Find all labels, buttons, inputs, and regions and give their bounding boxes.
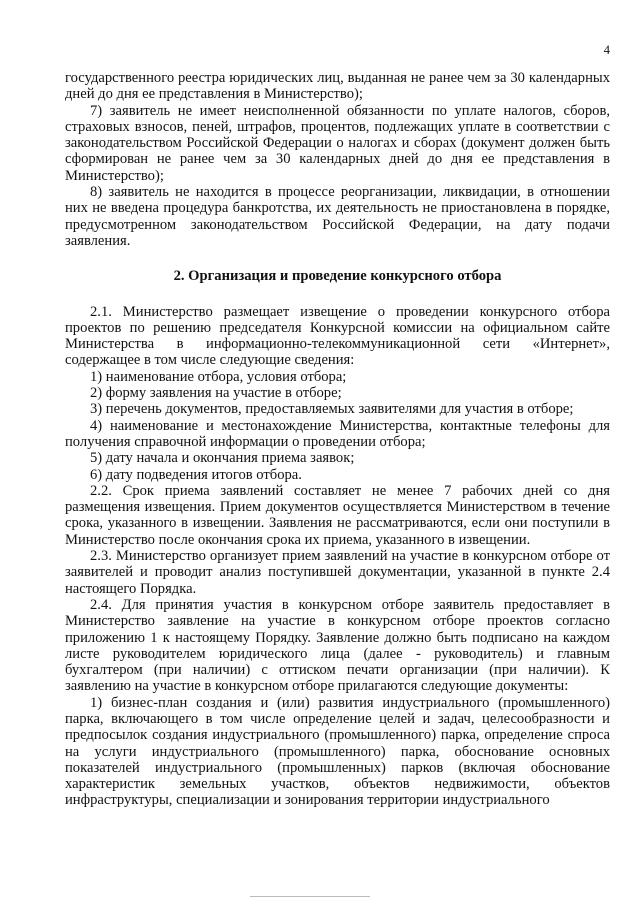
list-item: 2) форму заявления на участие в отборе;: [90, 385, 342, 402]
paragraph: государственного реестра юридических лиц, выданная не ранее чем за 30 календарных дней до дня ее представления в Министерство);: [65, 70, 610, 103]
list-item: 6) дату подведения итогов отбора.: [90, 466, 302, 483]
paragraph: 2.3. Министерство организует прием заявлений на участие в конкурсном отборе от заявителей и проводит анализ поступившей документации, указанной в пункте 2.4 настоящего Порядка.: [65, 548, 610, 597]
page-bottom-divider: [250, 896, 370, 897]
list-item: 4) наименование и местонахождение Министерства, контактные телефоны для получения справочной информации о проведении отбора;: [65, 417, 610, 450]
paragraph: 2.4. Для принятия участия в конкурсном отборе заявитель предоставляет в Министерство заявление на участие в конкурсном отборе проектов согласно приложению 1 к настоящему Порядку. Заявление должно быть подписано на каждом листе руководителем юридического лица (далее - руководитель) и главным бухгалтером (при наличии) с оттиском печати организации (при наличии). К заявлению на участие в конкурсном отборе прилагаются следующие документы:: [65, 596, 610, 695]
list-item: 3) перечень документов, предоставляемых заявителями для участия в отборе;: [90, 401, 574, 418]
paragraph: 2.2. Срок приема заявлений составляет не менее 7 рабочих дней со дня размещения извещения. Прием документов осуществляется Министерством в течение срока, указанного в извещении. Заявления не рассматриваются, если они поступили в Министерство после окончания срока их приема, указанного в извещении.: [65, 482, 610, 548]
paragraph: 2.1. Министерство размещает извещение о проведении конкурсного отбора проектов по решению председателя Конкурсной комиссии на официальном сайте Министерства в информационно-телекоммуникационной сети «Интернет», содержащее в том числе следующие сведения:: [65, 303, 610, 369]
paragraph: 8) заявитель не находится в процессе реорганизации, ликвидации, в отношении них не введена процедура банкротства, их деятельность не приостановлена в порядке, предусмотренном законодательством Российской Федерации, на дату подачи заявления.: [65, 184, 610, 249]
section-heading: 2. Организация и проведение конкурсного отбора: [173, 268, 502, 285]
list-item: 1) бизнес-план создания и (или) развития индустриального (промышленного) парка, включающего в том числе определение целей и задач, целесообразности и предпосылок создания индустриального (промышленного) парка, определение спроса на услуги индустриального (промышленного) парка, обоснование основных показателей индустриального (промышленных) парков (включая обоснование характеристик земельных участков, объектов недвижимости, объектов инфраструктуры, специализации и зонирования территории индустриального: [65, 694, 610, 809]
paragraph: 7) заявитель не имеет неисполненной обязанности по уплате налогов, сборов, страховых взносов, пеней, штрафов, процентов, подлежащих уплате в соответствии с законодательством Российской Федерации о налогах и сборах (документ должен быть сформирован не ранее чем за 30 календарных дней до дня ее представления в Министерство);: [65, 102, 610, 184]
page-number: 4: [603, 43, 610, 57]
list-item: 1) наименование отбора, условия отбора;: [90, 368, 347, 385]
page-content: [65, 70, 610, 809]
list-item: 5) дату начала и окончания приема заявок;: [90, 450, 355, 467]
